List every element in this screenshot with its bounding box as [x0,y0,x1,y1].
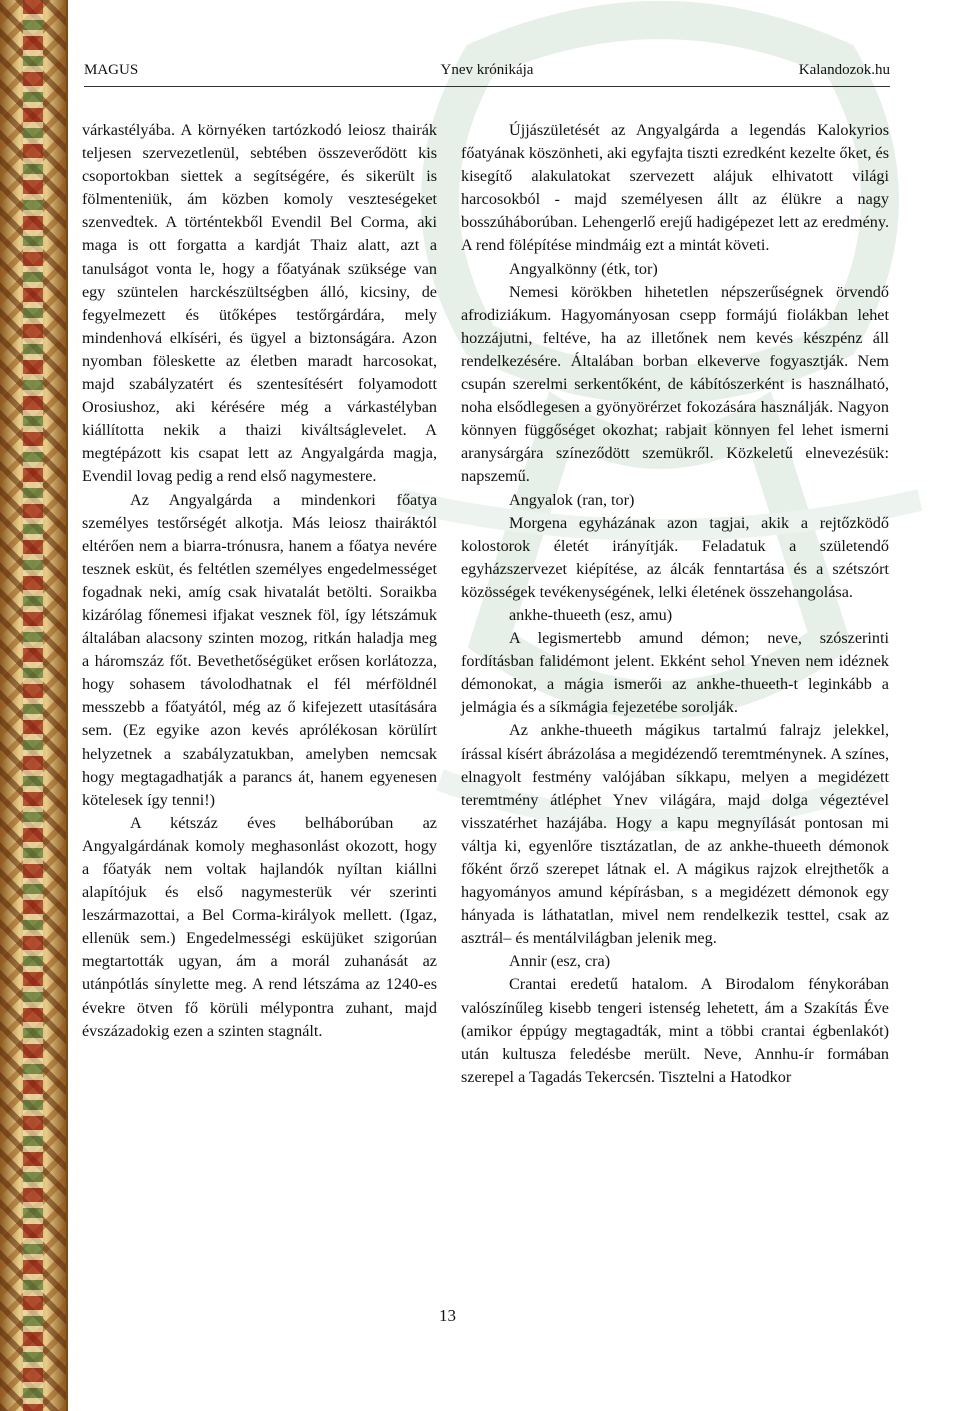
page-header [84,62,890,82]
paragraph: várkastélyába. A környéken tartózkodó leiosz thairák teljesen szervezetlenül, sebtében összeverődött kis csoportokban siettek a segítségére, és sikerült is fölmenteniük, ám közben komoly veszteségeket szenvedtek. A történtekből Evendil Bel Corma, aki maga is ott forgatta a kardját Thaiz alatt, azt a tanulságot vonta le, hogy a főatyának szüksége van egy szüntelen harckészültségben álló, kicsiny, de fegyelmezett és ütőképes testőrgárdára, mely mindenhová elkíséri, és ügyel a biztonságára. Azon nyomban föleskette az életben maradt harcosokat, majd szabályzatért és szentesítésért folyamodott Orosiushoz, aki kérésére még a várkastélyban kiállította nekik a thaizi kiváltságlevelet. A megtépázott kis csapat lett az Angyalgárda magja, Evendil lovag pedig a rend első nagymestere. [82,121,437,486]
paragraph: Újjászületését az Angyalgárda a legendás Kalokyrios főatyának köszönheti, aki egyfajta tiszti ezredként kezelte őket, és kisegítő alakulatokat szervezett alájuk elhivatott világi harcosokból - majd személyesen állt az élükre a nagy bosszúháborúban. Lehengerlő erejű hadigépezet lett az eredmény. A rend fölépítése mindmáig ezt a mintát követi. [461,121,889,255]
header-center: Ynev krónikája [440,62,534,78]
paragraph: Crantai eredetű hatalom. A Birodalom fénykorában valószínűleg kisebb tengeri istenség lehetett, ám a Szakítás Éve (amikor éppúgy megtagadták, mint a többi crantai égbenlakót) után kultusza feledésbe merült. Neve, Annhu-ír formában szerepel a Tagadás Tekercsén. Tisztelni a Hatodkor [461,975,889,1086]
paragraph: A kétszáz éves belháborúban az Angyalgárdának komoly meghasonlást okozott, hogy a főatyák nem voltak hajlandók nyíltan kiállni alapítójuk és első nagymesterük vér szerinti leszármazottai, a Bel Corma-királyok mellett. (Igaz, ellenük sem.) Engedelmességi esküjüket szigorúan megtartották ugyan, ám a morál zuhanását az utánpótlás sínylette meg. A rend létszáma az 1240-es évekre ötven fő körüli mélypontra zuhant, majd évszázadokig ezen a szinten stagnált. [82,813,437,1040]
paragraph: Nemesi körökben hihetetlen népszerűségnek örvendő afrodiziákum. Hagyományosan csepp formájú fiolákban lehet hozzájutni, feltéve, ha az illetőnek nem kevés készpénz áll rendelkezésére. Általában borban elkeverve fogyasztják. Nem csupán szerelmi serkentőként, de kábítószerként is használható, noha elsődlegesen a gyönyörérzet fokozására használják. Nagyon könnyen függőséget okozhat; rabjait könnyen fel lehet ismerni aranysárgára színeződött szemükről. Közkeletű elnevezésük: napszemű. [461,282,889,486]
decorative-border [0,0,68,1411]
chain-ornament [23,0,43,1411]
header-left: MAGUS [84,62,139,78]
paragraph: Az ankhe-thueeth mágikus tartalmú falrajz jelekkel, írással kísért ábrázolása a megidézendő teremtménynek. A színes, elnagyolt festmény valójában síkkapu, melyen a megidézett teremtmény átléphet Ynev világára, majd dolga végeztével visszatérhet hazájába. Hogy a kapu megnyílását pontosan mi váltja ki, egyenlőre tisztázatlan, de az ankhe-thueeth démonok főként őrző szerepet látnak el. A mágikus rajzok elrejthetők a hagyományos amund képírásban, s a megidézett démonok egy hányada is láthatatlan, mivel nem rendelkezik testtel, csak az asztrál– és mentálvilágban jelenik meg. [461,721,889,948]
paragraph: Az Angyalgárda a mindenkori főatya személyes testőrségét alkotja. Más leiosz thairáktól eltérően nem a biarra-trónusra, hanem a főatya nevére tesznek esküt, és feltétlen személyes engedelmességet fogadnak neki, amíg csak hivatalát betölti. Soraikba kizárólag főnemesi ifjakat vesznek föl, így létszámuk általában alacsony szinten mozog, ritkán haladja meg a háromszáz főt. Bevethetőségüket erősen korlátozza, hogy sohasem távolodhatnak el fél mérföldnél messzebb a főatyától, még az ő kifejezett utasítására sem. (Ez egyike azon kevés aprólékosan körülírt helyzetnek a szabályzatukban, amelyben nemcsak hogy megtagadhatják a parancs át, hanem egyenesen kötelesek így tenni!) [82,490,437,809]
entry-heading: Annir (esz, cra) [509,952,611,971]
paragraph: A legismertebb amund démon; neve, szószerinti fordításban falidémont jelent. Ekként sehol Yneven nem idéznek démonokat, a mágia ismerői az ankhe-thueeth-t leginkább a jelmágia és a síkmágia fejezetébe sorolják. [461,629,889,717]
right-column [461,119,889,1089]
entry-heading: ankhe-thueeth (esz, amu) [509,605,673,624]
entry-heading: Angyalok (ran, tor) [509,490,635,509]
paragraph: Morgena egyházának azon tagjai, akik a rejtőzködő kolostorok életét irányítják. Feladatuk a születendő egyházszervezet kiépítése, az álcák fenntartása és a szétszórt közösségek tevékenységének, lelki életének összehangolása. [461,513,889,601]
entry-heading: Angyalkönny (étk, tor) [509,259,658,278]
header-right: Kalandozok.hu [798,62,890,78]
left-column [82,119,437,1043]
page-number: 13 [439,1306,456,1325]
header-divider [84,86,890,87]
